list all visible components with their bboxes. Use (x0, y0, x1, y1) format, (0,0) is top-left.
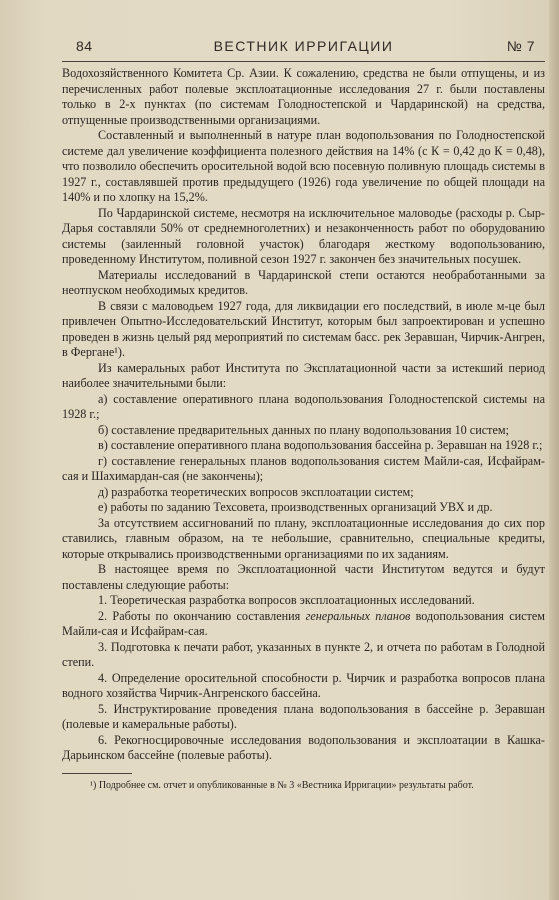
paragraph: В связи с маловодьем 1927 года, для ликвидации его последствий, в июле м-це был привлечен Опытно-Исследовательский Институт, которым был запроектирован и успешно проведен в жизнь целый ряд мероприятий по системам басс. рек Зеравшан, Чирчик-Ангрен, в Фергане¹). (62, 298, 545, 359)
page-header (62, 38, 545, 58)
paragraph: Составленный и выполненный в натуре план водопользования по Голодностепской системе дал увеличение коэффициента полезного действия на 14% (с К = 0,42 до К = 0,48), что позволило обеспечить оросительной водой всю посевную поливную площадь системы в 1927 г., составлявшей против предыдущего (1926) года увеличение по общей площади на 140% и по хлопку на 15,2%. (62, 128, 545, 204)
paragraph: Водохозяйственного Комитета Ср. Азии. К сожалению, средства не были отпущены, и из перечисленных работ полевые эксплоатационные исследования 27 г. были поставлены только в 2-х пунктах (по системам Голодностепской и Чардаринской) на средства, отпущенные производственными организациями. (62, 66, 545, 127)
page-number: 84 (76, 38, 93, 54)
numbered-item: 5. Инструктирование проведения плана водопользования в бассейне р. Зеравшан (полевые и камеральные работы). (62, 701, 545, 731)
article-body (62, 66, 545, 764)
list-item: г) составление генеральных планов водопользования систем Майли-сая, Исфайрам-сая и Шахимардан-сая (не закончены); (62, 453, 545, 483)
paragraph: Материалы исследований в Чардаринской степи остаются необработанными за неотпуском необходимых кредитов. (62, 267, 545, 297)
numbered-item: 6. Рекогносцировочные исследования водопользования и эксплоатации в Кашка-Дарьинском бассейне (полевые работы). (62, 732, 545, 762)
list-item: а) составление оперативного плана водопользования Голодностепской системы на 1928 г.; (62, 391, 545, 421)
paragraph: За отсутствием ассигнований по плану, эксплоатационные исследования до сих пор ставились, главным образом, на те небольшие, сравнительно, специальные кредиты, которые открывались производственными организациями по их заданиям. (62, 515, 545, 561)
issue-number: № 7 (506, 38, 535, 54)
numbered-item: 4. Определение оросительной способности р. Чирчик и разработка вопросов плана водного хозяйства Чирчик-Ангренского бассейна. (62, 670, 545, 700)
page-spine-shadow (549, 0, 559, 900)
list-item: в) составление оперативного плана водопользования бассейна р. Зеравшан на 1928 г.; (98, 438, 543, 452)
footnote-rule (62, 773, 132, 774)
numbered-item: 2. Работы по окончанию составления генеральных планов водопользования систем Майли-сая и Исфайрам-сая. (62, 608, 545, 638)
footnote: ¹) Подробнее см. отчет и опубликованные в № 3 «Вестника Ирригации» результаты работ. (90, 779, 474, 791)
list-item: д) разработка теоретических вопросов эксплоатации систем; (98, 484, 414, 499)
header-rule (62, 61, 545, 62)
numbered-item: 3. Подготовка к печати работ, указанных в пункте 2, и отчета по работам в Голодной степи. (62, 639, 545, 669)
numbered-item: 1. Теоретическая разработка вопросов эксплоатационных исследований. (98, 593, 475, 607)
list-item: б) составление предварительных данных по плану водопользования 10 систем; (98, 422, 509, 437)
paragraph: По Чардаринской системе, несмотря на исключительное маловодье (расходы р. Сыр-Дарья составляли 50% от среднемноголетних) и незаконченность работ по оборудованию системы (заиленный головной участок) благодаря жесткому водопользованию, проведенному Институтом, поливной сезон 1927 г. закончен без значительных посушек. (62, 205, 545, 266)
list-item: е) работы по заданию Техсовета, производственных организаций УВХ и др. (98, 500, 493, 514)
paragraph: В настоящее время по Эксплоатационной части Институтом ведутся и будут поставлены следующие работы: (62, 562, 545, 592)
paragraph: Из камеральных работ Института по Эксплатационной части за истекший период наиболее значительными были: (62, 360, 545, 390)
journal-title: ВЕСТНИК ИРРИГАЦИИ (213, 38, 394, 54)
